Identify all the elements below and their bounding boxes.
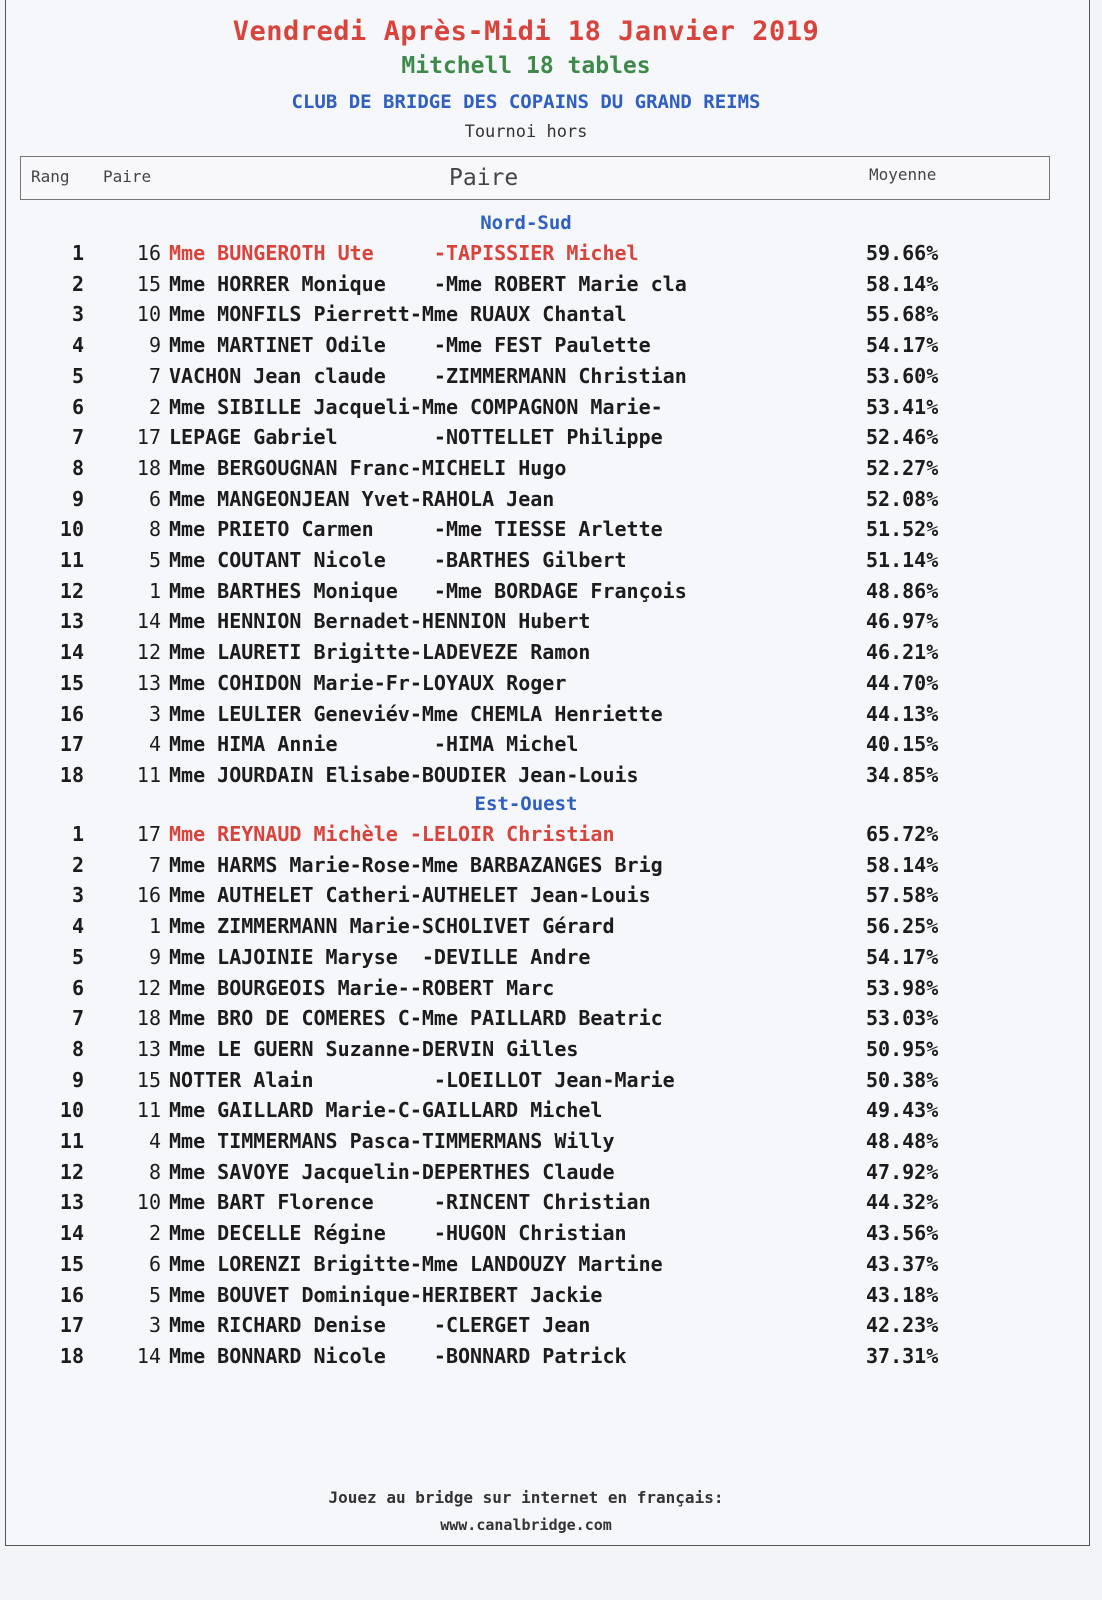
header-paire-names: Paire	[449, 165, 519, 191]
pair-number-cell: 11	[136, 1098, 161, 1123]
pair-names-cell: Mme ZIMMERMANN Marie-SCHOLIVET Gérard	[169, 914, 615, 939]
average-cell: 46.97%	[866, 609, 939, 634]
table-row	[6, 1006, 1091, 1036]
rank-cell: 3	[71, 302, 84, 327]
rank-cell: 15	[59, 1251, 84, 1276]
pair-names-cell: Mme HENNION Bernadet-HENNION Hubert	[169, 609, 591, 634]
pair-number-cell: 18	[136, 1006, 161, 1031]
club-name: CLUB DE BRIDGE DES COPAINS DU GRAND REIMS	[291, 91, 761, 113]
pair-names-cell: Mme SIBILLE Jacqueli-Mme COMPAGNON Marie-	[169, 394, 663, 419]
pair-number-cell: 13	[136, 1036, 161, 1061]
rank-cell: 18	[59, 1343, 84, 1368]
table-row	[6, 425, 1091, 455]
pair-number-cell: 7	[148, 852, 161, 877]
table-row	[6, 456, 1091, 486]
pair-names-cell: Mme COHIDON Marie-Fr-LOYAUX Roger	[169, 670, 567, 695]
pair-number-cell: 8	[148, 1159, 161, 1184]
table-row	[6, 671, 1091, 701]
table-row	[6, 1313, 1091, 1343]
table-row	[6, 364, 1091, 394]
rank-cell: 15	[59, 670, 84, 695]
pair-number-cell: 8	[148, 517, 161, 542]
pair-number-cell: 4	[148, 732, 161, 757]
pair-number-cell: 14	[136, 609, 161, 634]
table-row	[6, 945, 1091, 975]
table-row	[6, 1252, 1091, 1282]
pair-names-cell: Mme BOURGEOIS Marie--ROBERT Marc	[169, 975, 555, 1000]
pair-names-cell: Mme BARTHES Monique -Mme BORDAGE François	[169, 578, 687, 603]
rank-cell: 12	[59, 578, 84, 603]
table-row	[6, 1037, 1091, 1067]
average-cell: 58.14%	[866, 271, 939, 296]
rank-cell: 6	[71, 394, 84, 419]
rank-cell: 4	[71, 914, 84, 939]
pair-names-cell: Mme MARTINET Odile -Mme FEST Paulette	[169, 333, 651, 358]
average-cell: 49.43%	[866, 1098, 939, 1123]
table-row	[6, 1344, 1091, 1374]
rank-cell: 5	[71, 363, 84, 388]
rank-cell: 10	[59, 517, 84, 542]
rank-cell: 13	[59, 1190, 84, 1215]
pair-names-cell: Mme COUTANT Nicole -BARTHES Gilbert	[169, 548, 627, 572]
pair-names-cell: Mme HORRER Monique -Mme ROBERT Marie cla	[169, 271, 687, 296]
rank-cell: 1	[71, 822, 84, 846]
table-row	[6, 272, 1091, 302]
average-cell: 58.14%	[866, 852, 939, 877]
average-cell: 50.38%	[866, 1067, 939, 1092]
average-cell: 53.03%	[866, 1006, 939, 1031]
pair-names-cell: VACHON Jean claude -ZIMMERMANN Christian	[169, 363, 687, 388]
rank-cell: 5	[71, 944, 84, 969]
table-row	[6, 609, 1091, 639]
average-cell: 44.13%	[866, 701, 939, 726]
page-title: Vendredi Après-Midi 18 Janvier 2019	[232, 16, 820, 47]
average-cell: 43.37%	[866, 1251, 939, 1276]
pair-number-cell: 15	[136, 1067, 161, 1092]
pair-names-cell: Mme BUNGEROTH Ute -TAPISSIER Michel	[169, 241, 639, 265]
pair-number-cell: 4	[148, 1129, 161, 1153]
pair-names-cell: Mme SAVOYE Jacquelin-DEPERTHES Claude	[169, 1159, 615, 1184]
pair-names-cell: Mme LAURETI Brigitte-LADEVEZE Ramon	[169, 640, 591, 665]
average-cell: 34.85%	[866, 762, 939, 787]
section-est-ouest: Est-Ouest	[474, 793, 578, 815]
pair-names-cell: LEPAGE Gabriel -NOTTELLET Philippe	[169, 425, 663, 450]
rank-cell: 7	[71, 425, 84, 450]
average-cell: 53.60%	[866, 363, 939, 388]
average-cell: 48.86%	[866, 578, 939, 603]
table-row	[6, 517, 1091, 547]
table-row	[6, 853, 1091, 883]
pair-number-cell: 7	[148, 363, 161, 388]
average-cell: 56.25%	[866, 914, 939, 939]
average-cell: 43.56%	[866, 1221, 939, 1246]
header-moyenne: Moyenne	[869, 165, 937, 184]
pair-names-cell: Mme HARMS Marie-Rose-Mme BARBAZANGES Brig	[169, 852, 663, 877]
table-row	[6, 1221, 1091, 1251]
average-cell: 52.46%	[866, 425, 939, 450]
pair-number-cell: 10	[136, 302, 161, 327]
pair-names-cell: Mme JOURDAIN Elisabe-BOUDIER Jean-Louis	[169, 762, 639, 787]
pair-number-cell: 1	[148, 578, 161, 603]
pair-names-cell: Mme LEULIER Geneviév-Mme CHEMLA Henriette	[169, 701, 663, 726]
pair-names-cell: Mme MANGEONJEAN Yvet-RAHOLA Jean	[169, 486, 555, 511]
pair-names-cell: Mme LAJOINIE Maryse -DEVILLE Andre	[169, 944, 591, 969]
results-sheet	[5, 0, 1090, 1546]
pair-number-cell: 13	[136, 670, 161, 695]
pair-names-cell: Mme TIMMERMANS Pasca-TIMMERMANS Willy	[169, 1129, 615, 1153]
average-cell: 37.31%	[866, 1343, 939, 1368]
average-cell: 55.68%	[866, 302, 939, 327]
average-cell: 53.41%	[866, 394, 939, 419]
average-cell: 44.70%	[866, 670, 939, 695]
average-cell: 65.72%	[866, 822, 939, 846]
pair-number-cell: 3	[148, 1313, 161, 1338]
table-row	[6, 1283, 1091, 1313]
pair-number-cell: 14	[136, 1343, 161, 1368]
pair-names-cell: Mme BERGOUGNAN Franc-MICHELI Hugo	[169, 455, 567, 480]
pair-names-cell: Mme RICHARD Denise -CLERGET Jean	[169, 1313, 591, 1338]
rank-cell: 11	[59, 548, 84, 572]
average-cell: 54.17%	[866, 333, 939, 358]
pair-names-cell: Mme REYNAUD Michèle -LELOIR Christian	[169, 822, 615, 846]
table-row	[6, 702, 1091, 732]
pair-number-cell: 9	[148, 944, 161, 969]
table-row	[6, 333, 1091, 363]
rank-cell: 16	[59, 1282, 84, 1307]
table-row	[6, 822, 1091, 852]
footer-link[interactable]: www.canalbridge.com	[440, 1516, 612, 1534]
table-row	[6, 395, 1091, 425]
rank-cell: 14	[59, 640, 84, 665]
pair-number-cell: 10	[136, 1190, 161, 1215]
table-row	[6, 241, 1091, 271]
average-cell: 47.92%	[866, 1159, 939, 1184]
rank-cell: 2	[71, 852, 84, 877]
pair-number-cell: 6	[148, 1251, 161, 1276]
header-rang: Rang	[31, 167, 70, 186]
rank-cell: 6	[71, 975, 84, 1000]
pair-number-cell: 12	[136, 975, 161, 1000]
average-cell: 43.18%	[866, 1282, 939, 1307]
table-row	[6, 1098, 1091, 1128]
rank-cell: 4	[71, 333, 84, 358]
table-row	[6, 763, 1091, 793]
pair-number-cell: 6	[148, 486, 161, 511]
rank-cell: 17	[59, 732, 84, 757]
table-row	[6, 1190, 1091, 1220]
rank-cell: 3	[71, 883, 84, 908]
pair-number-cell: 3	[148, 701, 161, 726]
table-row	[6, 579, 1091, 609]
header-paire: Paire	[103, 167, 152, 186]
pair-number-cell: 16	[136, 241, 161, 265]
pair-number-cell: 9	[148, 333, 161, 358]
pair-names-cell: Mme HIMA Annie -HIMA Michel	[169, 732, 579, 757]
average-cell: 51.14%	[866, 548, 939, 572]
pair-names-cell: Mme LORENZI Brigitte-Mme LANDOUZY Martine	[169, 1251, 663, 1276]
pair-number-cell: 11	[136, 762, 161, 787]
rank-cell: 12	[59, 1159, 84, 1184]
rank-cell: 8	[71, 455, 84, 480]
pair-number-cell: 17	[136, 822, 161, 846]
rank-cell: 1	[71, 241, 84, 265]
average-cell: 52.27%	[866, 455, 939, 480]
pair-names-cell: Mme BONNARD Nicole -BONNARD Patrick	[169, 1343, 627, 1368]
tournament-type: Tournoi hors	[464, 122, 588, 142]
pair-number-cell: 12	[136, 640, 161, 665]
average-cell: 52.08%	[866, 486, 939, 511]
footer-promo: Jouez au bridge sur internet en français:	[328, 1488, 724, 1507]
rank-cell: 13	[59, 609, 84, 634]
pair-names-cell: Mme DECELLE Régine -HUGON Christian	[169, 1221, 627, 1246]
table-row	[6, 976, 1091, 1006]
rank-cell: 2	[71, 271, 84, 296]
average-cell: 57.58%	[866, 883, 939, 908]
table-row	[6, 487, 1091, 517]
rank-cell: 11	[59, 1129, 84, 1153]
rank-cell: 8	[71, 1036, 84, 1061]
table-row	[6, 1068, 1091, 1098]
pair-number-cell: 15	[136, 271, 161, 296]
average-cell: 59.66%	[866, 241, 939, 265]
pair-names-cell: Mme GAILLARD Marie-C-GAILLARD Michel	[169, 1098, 603, 1123]
table-row	[6, 732, 1091, 762]
pair-number-cell: 1	[148, 914, 161, 939]
average-cell: 50.95%	[866, 1036, 939, 1061]
rank-cell: 9	[71, 486, 84, 511]
average-cell: 51.52%	[866, 517, 939, 542]
average-cell: 44.32%	[866, 1190, 939, 1215]
pair-number-cell: 5	[148, 548, 161, 572]
pair-names-cell: NOTTER Alain -LOEILLOT Jean-Marie	[169, 1067, 675, 1092]
table-row	[6, 640, 1091, 670]
average-cell: 46.21%	[866, 640, 939, 665]
pair-number-cell: 16	[136, 883, 161, 908]
section-nord-sud: Nord-Sud	[480, 212, 572, 234]
table-row	[6, 883, 1091, 913]
pair-names-cell: Mme BRO DE COMERES C-Mme PAILLARD Beatric	[169, 1006, 663, 1031]
rank-cell: 16	[59, 701, 84, 726]
pair-number-cell: 2	[148, 1221, 161, 1246]
pair-names-cell: Mme BOUVET Dominique-HERIBERT Jackie	[169, 1282, 603, 1307]
rank-cell: 14	[59, 1221, 84, 1246]
pair-number-cell: 17	[136, 425, 161, 450]
pair-number-cell: 5	[148, 1282, 161, 1307]
rank-cell: 9	[71, 1067, 84, 1092]
pair-names-cell: Mme PRIETO Carmen -Mme TIESSE Arlette	[169, 517, 663, 542]
pair-names-cell: Mme MONFILS Pierrett-Mme RUAUX Chantal	[169, 302, 627, 327]
pair-number-cell: 18	[136, 455, 161, 480]
rank-cell: 7	[71, 1006, 84, 1031]
rank-cell: 10	[59, 1098, 84, 1123]
movement-subtitle: Mitchell 18 tables	[401, 53, 651, 79]
table-row	[6, 1129, 1091, 1159]
average-cell: 54.17%	[866, 944, 939, 969]
pair-number-cell: 2	[148, 394, 161, 419]
table-header	[20, 156, 1050, 200]
rank-cell: 17	[59, 1313, 84, 1338]
average-cell: 48.48%	[866, 1129, 939, 1153]
pair-names-cell: Mme LE GUERN Suzanne-DERVIN Gilles	[169, 1036, 579, 1061]
rank-cell: 18	[59, 762, 84, 787]
pair-names-cell: Mme AUTHELET Catheri-AUTHELET Jean-Louis	[169, 883, 651, 908]
average-cell: 53.98%	[866, 975, 939, 1000]
table-row	[6, 548, 1091, 578]
pair-names-cell: Mme BART Florence -RINCENT Christian	[169, 1190, 651, 1215]
table-row	[6, 302, 1091, 332]
average-cell: 40.15%	[866, 732, 939, 757]
table-row	[6, 1160, 1091, 1190]
table-row	[6, 914, 1091, 944]
average-cell: 42.23%	[866, 1313, 939, 1338]
